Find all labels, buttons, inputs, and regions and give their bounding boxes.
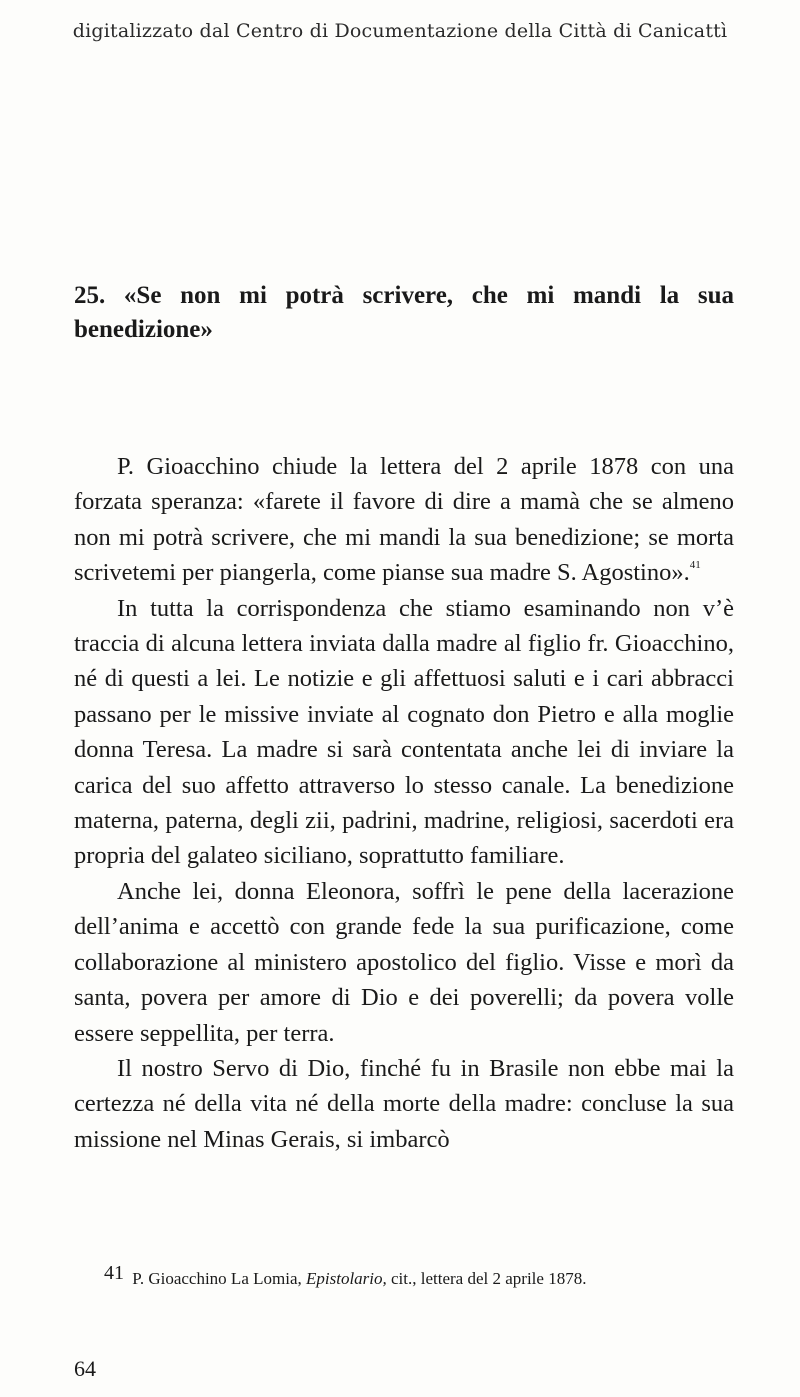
paragraph-1-text: P. Gioacchino chiude la lettera del 2 aprile 1878 con una forzata speranza: «farete il favore di dire a mamà che se almeno non mi potrà scrivere, che mi mandi la sua benedizione; se morta scrivetemi per piangerla, come pianse sua madre S. Agostino».: [74, 453, 734, 587]
paragraph-1: [74, 449, 734, 591]
body-text: [74, 449, 734, 1157]
paragraph-3: Anche lei, donna Eleonora, soffrì le pene della lacerazione dell’anima e accettò con grande fede la sua purificazione, come collaborazione al ministero apostolico del figlio. Visse e morì da santa, povera per amore di Dio e dei poverelli; da povera volle essere seppellita, per terra.: [74, 877, 734, 1047]
footnote-work-title: Epistolario,: [306, 1269, 387, 1288]
footnote-reference-41[interactable]: 41: [689, 559, 701, 572]
footnote-citation: cit., lettera del 2 aprile 1878.: [391, 1269, 587, 1288]
paragraph-4: Il nostro Servo di Dio, finché fu in Brasile non ebbe mai la certezza né della vita né della morte della madre: concluse la sua missione nel Minas Gerais, si imbarcò: [74, 1054, 734, 1153]
footnote-author: P. Gioacchino La Lomia,: [132, 1269, 302, 1288]
digitization-watermark: digitalizzato dal Centro di Documentazione della Città di Canicattì: [72, 20, 728, 42]
page-number: 64: [74, 1356, 96, 1381]
paragraph-2: In tutta la corrispondenza che stiamo esaminando non v’è traccia di alcuna lettera inviata dalla madre al figlio fr. Gioacchino, né di questi a lei. Le notizie e gli affettuosi saluti e i cari abbracci passano per le missive inviate al cognato don Pietro e alla moglie donna Teresa. La madre si sarà contentata anche lei di inviare la carica del suo affetto attraverso lo stesso canale. La benedizione materna, paterna, degli zii, padrini, madrine, religiosi, sacerdoti era propria del galateo siciliano, soprattutto familiare.: [74, 594, 734, 870]
chapter-title: 25. «Se non mi potrà scrivere, che mi mandi la sua benedizione»: [74, 282, 734, 343]
footnote-number: 41: [104, 1262, 124, 1284]
footnote-41: [104, 1262, 744, 1289]
